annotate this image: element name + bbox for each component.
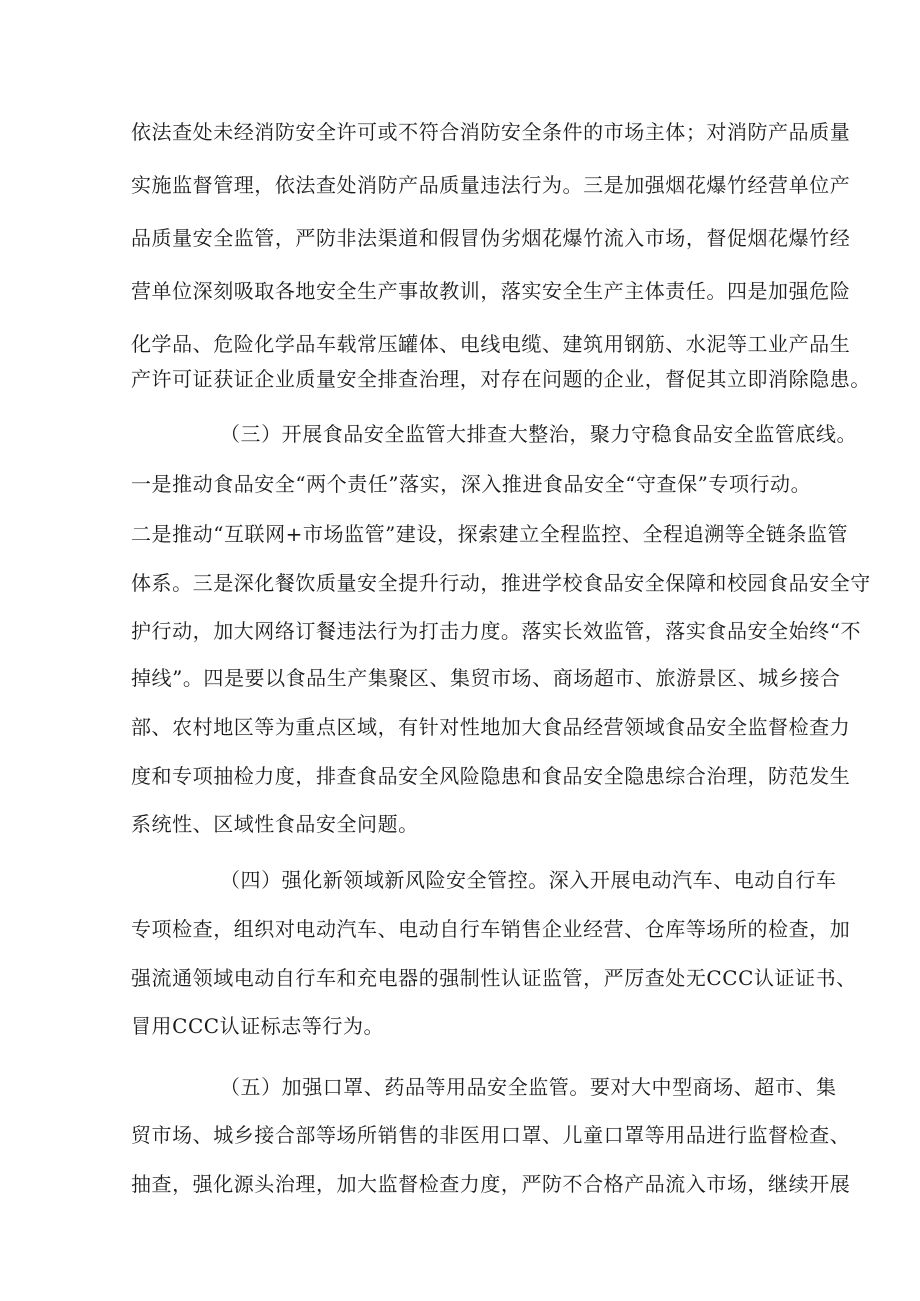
section-heading-4: （四）强化新领域新风险安全管控。深入开展电动汽车、电动自行车: [220, 868, 837, 892]
paragraph-line: 护行动，加大网络订餐违法行为打击力度。落实长效监管，落实食品安全始终“不: [131, 619, 862, 643]
section-heading-5: （五）加强口罩、药品等用品安全监管。要对大中型商场、超市、集: [220, 1075, 837, 1099]
section-heading-3: （三）开展食品安全监管大排查大整治，聚力守稳食品安全监管底线。: [220, 422, 858, 446]
paragraph-line: 营单位深刻吸取各地安全生产事故教训，落实安全生产主体责任。四是加强危险: [131, 279, 851, 303]
paragraph-line: 品质量安全监管，严防非法渠道和假冒伪劣烟花爆竹流入市场，督促烟花爆竹经: [131, 226, 851, 250]
paragraph-line: 冒用CCC认证标志等行为。: [131, 1014, 385, 1038]
paragraph-line: 体系。三是深化餐饮质量安全提升行动，推进学校食品安全保障和校园食品安全守: [131, 571, 871, 595]
paragraph-line: 二是推动“互联网+市场监管”建设，探索建立全程监控、全程追溯等全链条监管: [131, 522, 849, 546]
paragraph-line: 贸市场、城乡接合部等场所销售的非医用口罩、儿童口罩等用品进行监督检查、: [131, 1123, 851, 1147]
paragraph-line: 强流通领域电动自行车和充电器的强制性认证监管，严厉查处无CCC认证证书、: [131, 966, 857, 990]
paragraph-line: 产许可证获证企业质量安全排查治理，对存在问题的企业，督促其立即消除隐患。: [131, 367, 871, 391]
paragraph-line: 依法查处未经消防安全许可或不符合消防安全条件的市场主体；对消防产品质量: [131, 120, 851, 144]
paragraph-line: 专项检查，组织对电动汽车、电动自行车销售企业经营、仓库等场所的检查，加: [131, 917, 851, 941]
paragraph-line: 度和专项抽检力度，排查食品安全风险隐患和食品安全隐患综合治理，防范发生: [131, 764, 851, 788]
paragraph-line: 一是推动食品安全“两个责任”落实，深入推进食品安全“守查保”专项行动。: [131, 472, 812, 496]
paragraph-line: 掉线”。四是要以食品生产集聚区、集贸市场、商场超市、旅游景区、城乡接合: [131, 666, 841, 690]
paragraph-line: 系统性、区域性食品安全问题。: [131, 812, 419, 836]
paragraph-line: 抽查，强化源头治理，加大监督检查力度，严防不合格产品流入市场，继续开展: [131, 1172, 851, 1196]
paragraph-line: 部、农村地区等为重点区域，有针对性地加大食品经营领域食品安全监督检查力: [131, 715, 851, 739]
paragraph-line: 化学品、危险化学品车载常压罐体、电线电缆、建筑用钢筋、水泥等工业产品生: [131, 332, 851, 356]
paragraph-line: 实施监督管理，依法查处消防产品质量违法行为。三是加强烟花爆竹经营单位产: [131, 173, 851, 197]
